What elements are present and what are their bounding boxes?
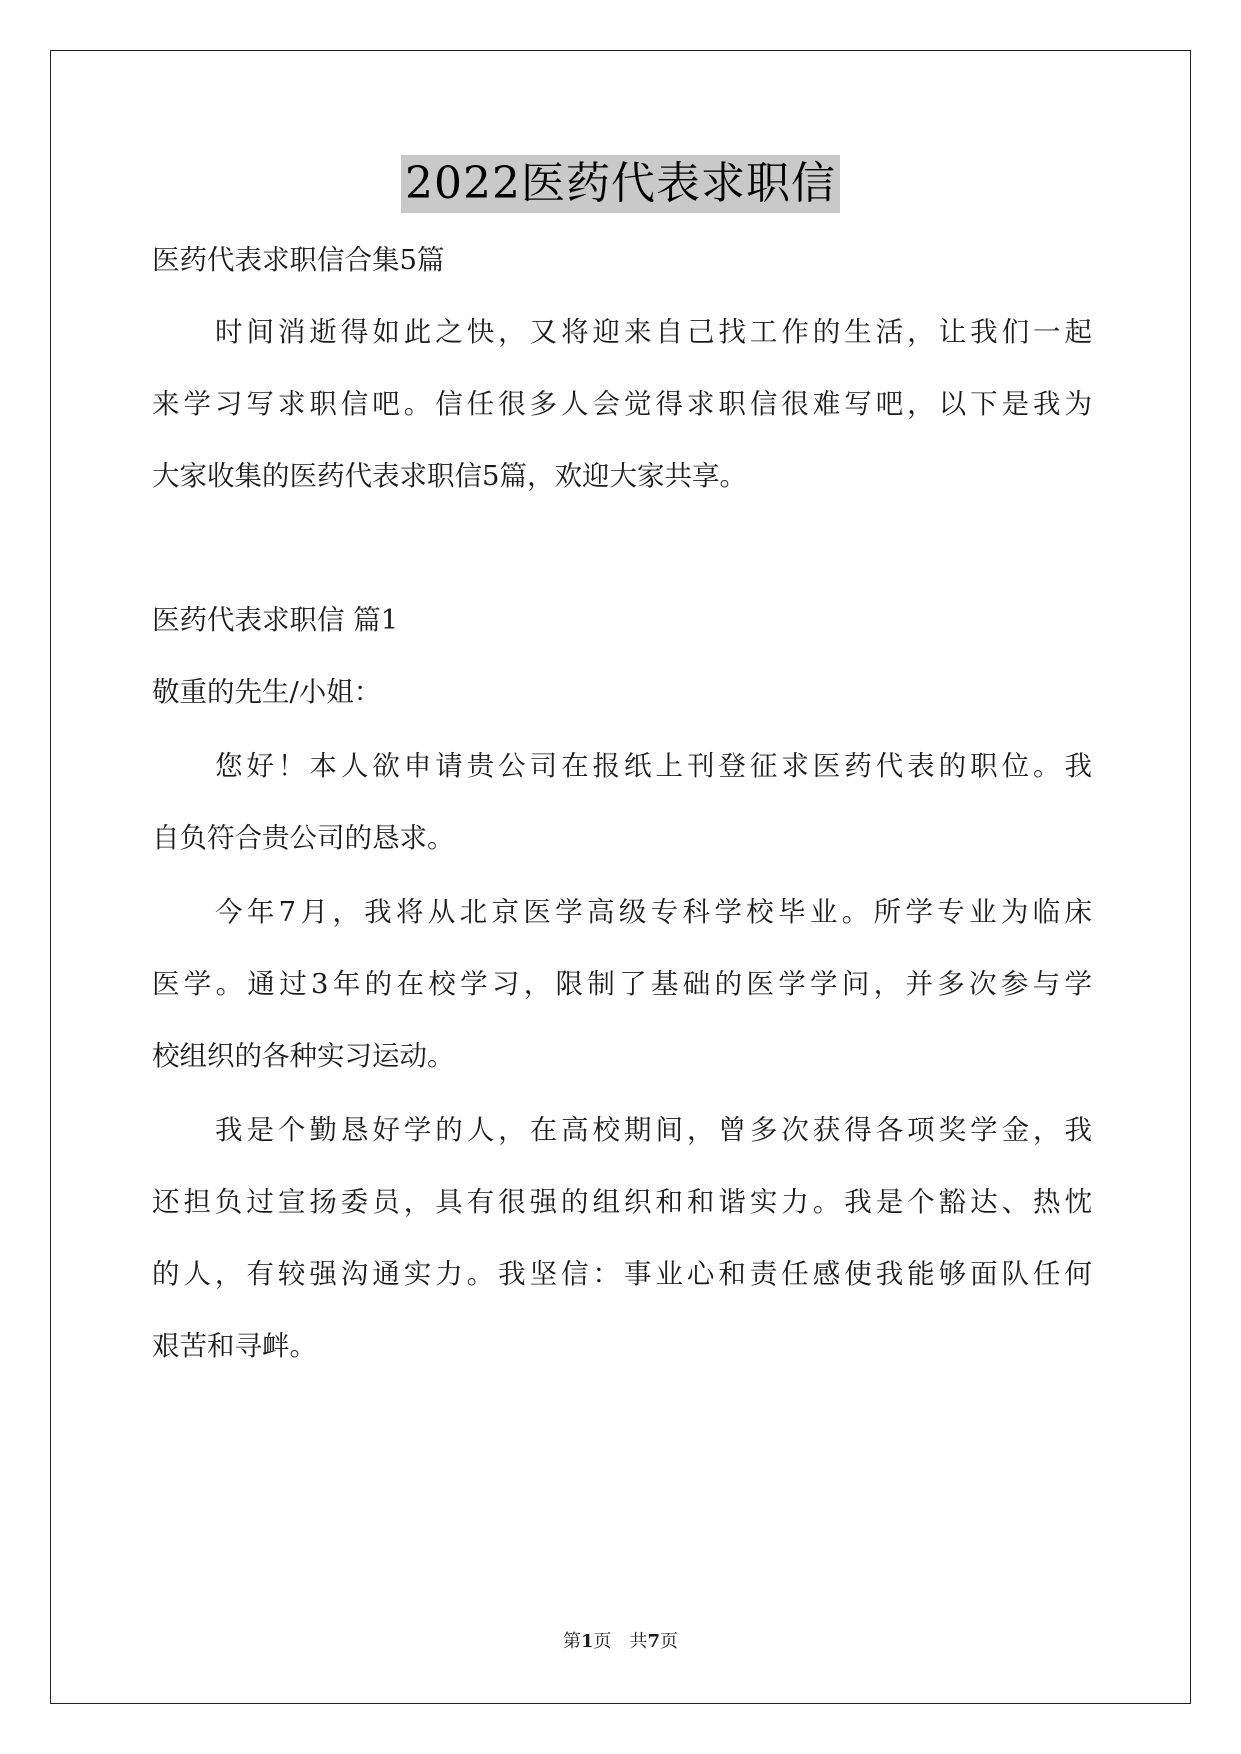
intro-line: 大家收集的医药代表求职信5篇，欢迎大家共享。	[152, 460, 747, 492]
paragraph-line: 今年7月，我将从北京医学高级专科学校毕业。所学专业为临床	[215, 896, 1092, 928]
section-heading: 医药代表求职信 篇1	[152, 604, 399, 636]
intro-line: 时间消逝得如此之快，又将迎来自己找工作的生活，让我们一起	[215, 316, 1092, 348]
salutation: 敬重的先生/小姐：	[152, 676, 382, 708]
document-subtitle: 医药代表求职信合集5篇	[152, 244, 445, 276]
page-total: 7	[647, 1631, 661, 1652]
page-suffix: 页	[660, 1631, 679, 1652]
paragraph-line: 还担负过宣扬委员，具有很强的组织和和谐实力。我是个豁达、热忱	[152, 1186, 1092, 1218]
page-current: 1	[580, 1631, 594, 1652]
document-title: 2022医药代表求职信	[401, 155, 840, 213]
page-prefix: 第	[562, 1631, 581, 1652]
paragraph-line: 医学。通过3年的在校学习，限制了基础的医学学问，并多次参与学	[152, 968, 1092, 1000]
paragraph-line: 我是个勤恳好学的人，在高校期间，曾多次获得各项奖学金，我	[215, 1114, 1092, 1146]
page-mid: 页 共	[593, 1631, 648, 1652]
paragraph-line: 艰苦和寻衅。	[152, 1330, 317, 1362]
intro-line: 来学习写求职信吧。信任很多人会觉得求职信很难写吧，以下是我为	[152, 388, 1092, 420]
paragraph-line: 自负符合贵公司的恳求。	[152, 822, 455, 854]
page-footer	[0, 1629, 1241, 1655]
paragraph-line: 您好！本人欲申请贵公司在报纸上刊登征求医药代表的职位。我	[215, 750, 1092, 782]
title-container	[0, 155, 1241, 213]
page-border	[50, 50, 1191, 1704]
paragraph-line: 校组织的各种实习运动。	[152, 1040, 455, 1072]
paragraph-line: 的人，有较强沟通实力。我坚信：事业心和责任感使我能够面队任何	[152, 1258, 1092, 1290]
